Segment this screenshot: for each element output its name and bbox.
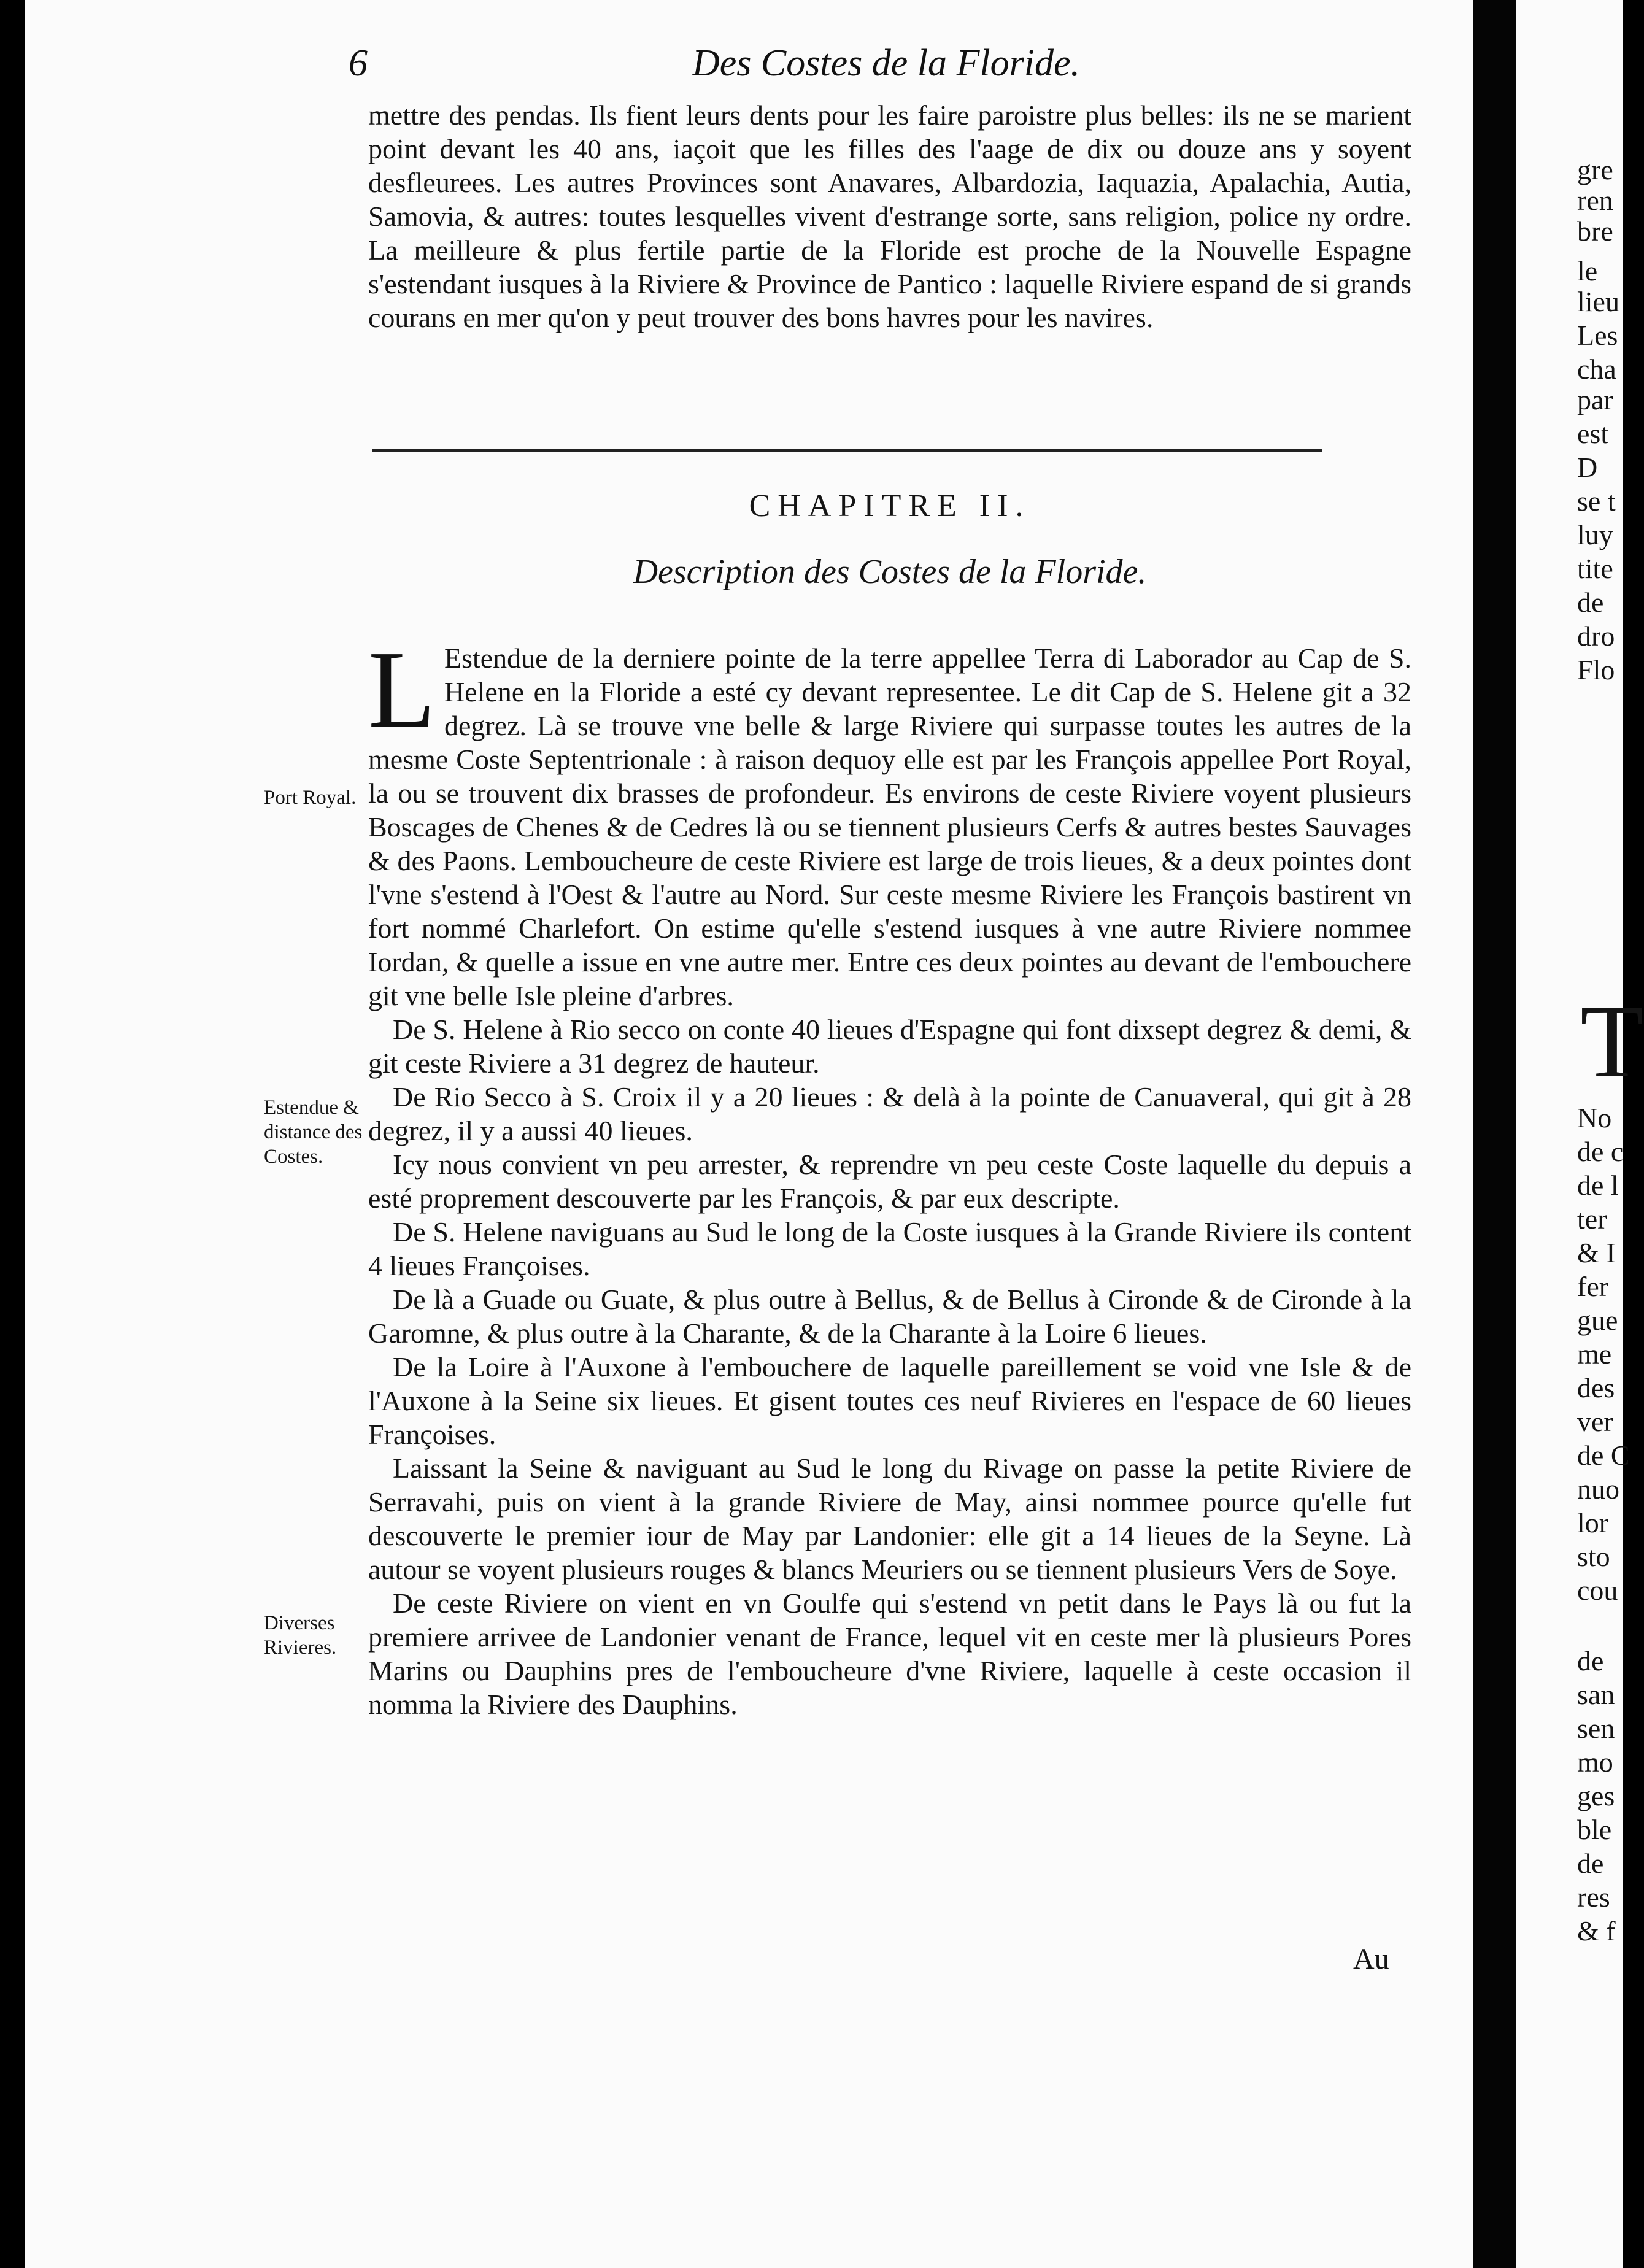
facing-line: No — [1577, 1102, 1612, 1133]
paragraph-2: De S. Helene à Rio secco on conte 40 lieues d'Espagne qui font dixsept degrez & demi, & git ceste Riviere a 31 degrez de hauteur. — [368, 1014, 1411, 1079]
facing-line: san — [1577, 1679, 1615, 1710]
facing-line: nuo — [1577, 1473, 1619, 1505]
facing-line: luy — [1577, 519, 1613, 550]
facing-line: Flo — [1577, 654, 1615, 685]
section-rule — [372, 449, 1322, 452]
paragraph-6: De là a Guade ou Guate, & plus outre à Bellus, & de Bellus à Cironde & de Cironde à la Garomne, & plus outre à la Charante, & de la Charante à la Loire 6 lieues. — [368, 1284, 1411, 1349]
running-head — [349, 36, 1416, 97]
facing-line: le — [1577, 255, 1598, 287]
catchword: Au — [1353, 1943, 1389, 1975]
facing-line: par — [1577, 384, 1613, 415]
paragraph-7: De la Loire à l'Auxone à l'embouchere de laquelle pareillement se void vne Isle & de l'Auxone à la Seine six lieues. Et gisent toutes ces neuf Rivieres en l'espace de 60 lieues Françoises. — [368, 1351, 1411, 1450]
paragraph-5: De S. Helene naviguans au Sud le long de la Coste iusques à la Grande Riviere ils content 4 lieues Françoises. — [368, 1216, 1411, 1281]
top-paragraph: mettre des pendas. Ils fient leurs dents pour les faire paroistre plus belles: ils ne se marient point devant les 40 ans, iaçoit que les filles des l'aage de dix ou douze ans y soyent desfleurees. Les autres Provinces sont Anavares, Albardozia, Iaquazia, Apalachia, Autia, Samovia, & autres: toutes lesquelles vivent d'estrange sorte, sans religion, police ny ordre. La meilleure & plus fertile partie de la Floride est proche de la Nouvelle Espagne s'estendant iusques à la Riviere & Province de Pantico : laquelle Riviere espand de si grands courans en mer qu'on y peut trouver des bons havres pour les navires. — [368, 99, 1411, 333]
facing-line: & f — [1577, 1915, 1616, 1946]
paragraph-4: Icy nous convient vn peu arrester, & reprendre vn peu ceste Coste laquelle du depuis a esté proprement descouverte par les François, & par eux descripte. — [368, 1149, 1411, 1214]
facing-line: de — [1577, 1848, 1604, 1879]
paragraph-1 — [368, 628, 1411, 1012]
facing-line: bre — [1577, 215, 1613, 247]
facing-line: lor — [1577, 1507, 1609, 1538]
show-through-text — [239, 528, 331, 549]
facing-line: ver — [1577, 1406, 1613, 1437]
facing-line: Les — [1577, 320, 1618, 351]
facing-line: tite — [1577, 553, 1613, 584]
facing-line: cou — [1577, 1575, 1618, 1606]
facing-line: ter — [1577, 1203, 1607, 1235]
facing-line: de l — [1577, 1170, 1619, 1201]
facing-line: & I — [1577, 1237, 1616, 1268]
facing-line: gue — [1577, 1305, 1618, 1336]
facing-line: gre — [1577, 154, 1613, 185]
facing-line: cha — [1577, 353, 1616, 385]
chapter-body — [368, 628, 1411, 1721]
facing-line: ges — [1577, 1780, 1615, 1811]
facing-line: sen — [1577, 1713, 1615, 1744]
facing-drop-cap: T — [1580, 984, 1644, 1099]
top-paragraph-block — [368, 98, 1411, 334]
facing-line: des — [1577, 1372, 1615, 1403]
facing-line: me — [1577, 1338, 1612, 1370]
facing-line: mo — [1577, 1746, 1613, 1778]
paragraph-9: De ceste Riviere on vient en vn Goulfe qui s'estend vn petit dans le Pays là ou fut la premiere arrivee de Landonier venant de France, lequel vit en ceste mer là plusieurs Pores Marins ou Dauphins pres de l'embouchеure d'vne Riviere, laquelle à ceste occasion il nomma la Riviere des Dauphins. — [368, 1587, 1411, 1720]
facing-line: se t — [1577, 485, 1616, 517]
facing-line: lieu — [1577, 286, 1619, 317]
facing-line: ren — [1577, 185, 1613, 216]
facing-line: res — [1577, 1881, 1610, 1913]
facing-line: de — [1577, 587, 1604, 618]
facing-line: de c — [1577, 1136, 1624, 1167]
paragraph-8: Laissant la Seine & naviguant au Sud le long du Rivage on passe la petite Riviere de Serravahi, puis on vient à la grande Riviere de May, ainsi nommee pource qu'elle fut descouverte le premier iour de May par Landonier: elle git a 14 lieues de la Seyne. Là autour se voyent plusieurs rouges & blancs Meuriers ou se tiennent plusieurs Vers de Soye. — [368, 1452, 1411, 1585]
chapter-subtitle: Description des Costes de la Floride. — [633, 553, 1147, 591]
chapter-heading: CHAPITRE II. — [749, 488, 1031, 523]
facing-line: de C — [1577, 1440, 1630, 1471]
facing-line: sto — [1577, 1541, 1610, 1572]
facing-line: dro — [1577, 620, 1615, 652]
margin-note-diverses: Diverses Rivieres. — [264, 1612, 337, 1659]
facing-line: de — [1577, 1645, 1604, 1676]
page-number: 6 — [349, 42, 368, 84]
facing-line: D — [1577, 452, 1598, 483]
book-gutter — [1473, 0, 1516, 2268]
facing-line: est — [1577, 418, 1609, 449]
paragraph-3: De Rio Secco à S. Croix il y a 20 lieues : & delà à la pointe de Canuaveral, qui git à 28 degrez, il y a aussi 40 lieues. — [368, 1081, 1411, 1146]
margin-note-estendue: Estendue & distance des Costes. — [264, 1097, 363, 1168]
running-head-title: Des Costes de la Floride. — [692, 42, 1080, 84]
paragraph-1-text: Estendue de la derniere pointe de la terre appellee Terra di Laborador au Cap de S. Helene en la Floride a esté cy devant representee. Le dit Cap de S. Helene git a 32 degrez. Là se trouve vne belle & large Riviere qui surpasse toutes les autres de la mesme Coste Septentrionale : à raison dequoy elle est par les François appellee Port Royal, la ou se trouvent dix brasses de profondeur. Es environs de ceste Riviere voyent plusieurs Boscages de Chenes & de Cedres là ou se tiennent plusieurs Cerfs & autres bestes Sauvages & des Paons. Lembouchеure de ceste Riviere est large de trois lieues, & a deux pointes dont l'vne s'estend à l'Oest & l'autre au Nord. Sur ceste mesme Riviere les François bastirent vn fort nommé Charlefort. On estime qu'elle s'estend iusques à vne autre Riviere nommee Iordan, & quelle a issue en vne autre mer. Entre ces deux pointes au devant de l'embouchere git vne belle Isle pleine d'arbres. — [368, 642, 1411, 1011]
facing-line: ble — [1577, 1814, 1612, 1845]
margin-note-port-royal: Port Royal. — [264, 787, 357, 809]
drop-cap: L — [368, 628, 436, 750]
facing-line: fer — [1577, 1271, 1609, 1302]
